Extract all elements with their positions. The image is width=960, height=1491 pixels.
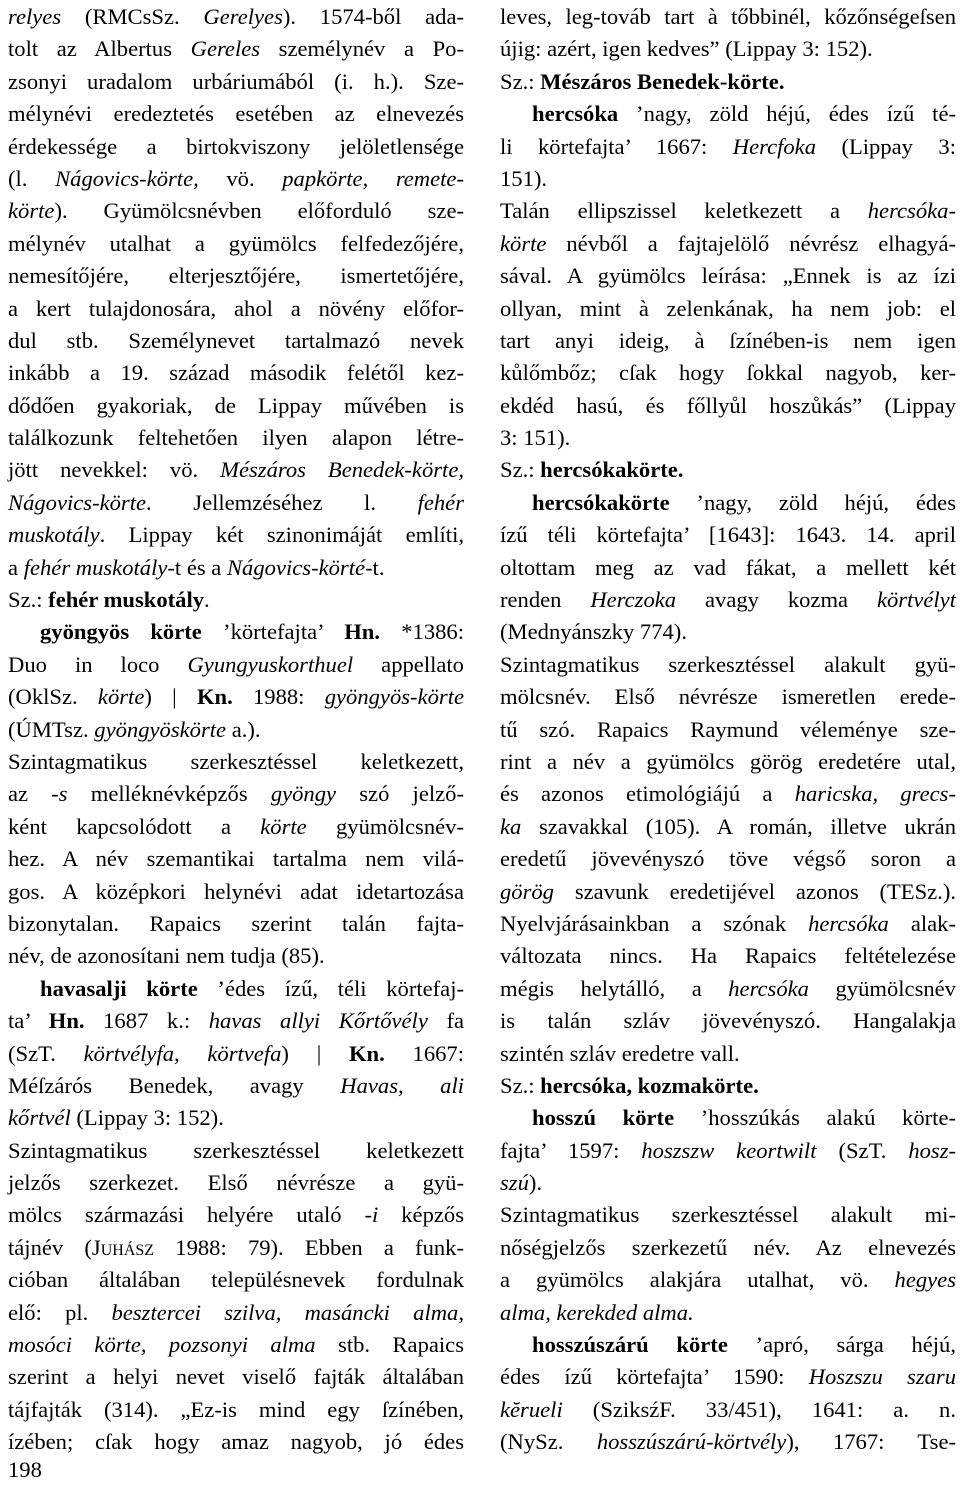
text-line [8, 778, 464, 810]
text-line [500, 811, 956, 843]
text-run: szavunk eredetijével azonos (TESz.). [553, 878, 956, 904]
text-run: Gereles [190, 36, 261, 62]
text-line [500, 293, 956, 325]
text-run: hosszúszárú-körtvély [596, 1429, 787, 1455]
text-run: . [204, 587, 210, 613]
text-run: relyes [8, 4, 62, 29]
text-run: körte [97, 684, 145, 710]
text-run: Kn. [348, 1040, 385, 1066]
text-run: kĕrueli [500, 1396, 563, 1422]
text-run: görög [500, 878, 554, 904]
text-line [8, 1426, 464, 1458]
text-line [8, 33, 464, 65]
text-run: Hn. [48, 1008, 85, 1034]
left-column [8, 0, 464, 1459]
text-run: gyöngyös-körte [324, 684, 464, 710]
text-line [8, 1232, 464, 1264]
text-line [500, 195, 956, 227]
text-line [500, 1426, 956, 1458]
text-run: változata nincs. Ha Rapaics feltételezése [500, 943, 956, 969]
text-run: Hn. [344, 619, 380, 645]
text-run: hoszszw keortwilt [641, 1137, 817, 1163]
text-run: szú [500, 1170, 529, 1196]
text-run: Kn. [196, 684, 233, 710]
text-line [8, 843, 464, 875]
text-line [500, 1361, 956, 1393]
text-run: Nágovics-körte [8, 489, 147, 515]
text-line [8, 908, 464, 940]
text-line [500, 1102, 956, 1134]
text-line [500, 357, 956, 389]
text-line [500, 616, 956, 648]
text-run: tájnév (J [8, 1234, 101, 1260]
text-run: kőrtvél [8, 1105, 71, 1131]
text-run: hercsókakörte [532, 489, 670, 515]
text-run: . Lippay két szinonimáját említi, [99, 522, 464, 548]
text-run: (SziksźF. 33/451), 1641: a. n. [562, 1396, 956, 1422]
text-run: Szintagmatikus szerkesztéssel alakult gyü- [500, 651, 956, 677]
text-run: vö. [198, 165, 283, 191]
text-run: (SzT. [8, 1040, 84, 1066]
text-run: tű szó. Rapaics Raymund véleménye sze- [500, 716, 956, 742]
text-line [8, 1038, 464, 1070]
text-run: fehér muskotály [48, 587, 205, 613]
text-run: ta’ [8, 1008, 49, 1034]
text-run: renden [500, 587, 591, 613]
text-run: az [8, 781, 52, 807]
text-run: Gerelyes [203, 4, 283, 29]
text-line [500, 1, 956, 33]
text-run: 1988: 79). Ebben a funk- [154, 1234, 464, 1260]
text-run: mégis helytálló, a [500, 975, 729, 1001]
text-run: -t és a [167, 554, 227, 580]
text-line [500, 390, 956, 422]
text-line [8, 98, 464, 130]
text-run: -i [364, 1202, 379, 1228]
text-run: 3: 151). [500, 425, 571, 451]
text-line [8, 163, 464, 195]
text-run: (Lippay 3: 152). [70, 1105, 224, 1131]
text-run: rint a név a gyümölcs görög eredetére utal, [500, 748, 956, 774]
text-run: papkörte, remete- [282, 165, 464, 191]
text-line [500, 778, 956, 810]
text-run: hercsóka, kozmakörte. [540, 1072, 759, 1098]
text-run: besztercei szilva, masáncki alma, [111, 1299, 464, 1325]
text-line [8, 1199, 464, 1231]
text-line [8, 260, 464, 292]
text-line [8, 876, 464, 908]
text-run: ). Gyümölcsnévben előforduló sze- [54, 198, 464, 224]
text-run: dődően gyakoriak, de Lippay művében is [8, 392, 464, 418]
text-run: ’édes ízű, téli körtefaj- [197, 975, 465, 1001]
right-column [500, 0, 956, 1459]
text-run: sával. A gyümölcs leírása: „Ennek is az ízi [500, 263, 956, 289]
text-line [8, 1329, 464, 1361]
text-line [8, 1, 464, 33]
text-run: avagy kozma [676, 587, 877, 613]
text-run: Sz.: [500, 1072, 541, 1098]
text-run: (ÚMTsz. [8, 716, 95, 742]
text-line [500, 422, 956, 454]
text-line [8, 681, 464, 713]
text-run: hercsóka [808, 910, 889, 936]
text-line [500, 66, 956, 98]
text-run: ), 1767: Tse- [786, 1429, 956, 1455]
text-line [500, 973, 956, 1005]
text-line [8, 131, 464, 163]
text-run: ’nagy, zöld héjú, édes [669, 489, 956, 515]
text-run: Mészáros Benedek-körte, [220, 457, 464, 483]
text-run: Sz.: [8, 587, 49, 613]
text-line [500, 649, 956, 681]
text-run: Szintagmatikus szerkesztéssel keletkezett [8, 1137, 464, 1163]
text-line [500, 260, 956, 292]
text-line [8, 195, 464, 227]
text-run: név, de azonosítani nem tudja (85). [8, 943, 325, 969]
text-run: Méſzárós Benedek, avagy [8, 1072, 341, 1098]
text-line [500, 843, 956, 875]
text-run: hegyes [894, 1267, 956, 1293]
text-run: Mészáros Benedek-körte. [540, 68, 785, 94]
text-line [500, 584, 956, 616]
text-run: (OklSz. [8, 684, 98, 710]
text-line [8, 552, 464, 584]
text-run: ’hosszúkás alakú körte- [674, 1105, 956, 1131]
text-run: édes ízű körtefajta’ 1590: [500, 1364, 809, 1390]
text-run: fajta’ 1597: [500, 1137, 642, 1163]
text-line [8, 940, 464, 972]
text-run: képzős [378, 1202, 464, 1228]
text-run: a kert tulajdonosára, ahol a növény előfor- [8, 295, 464, 321]
text-run: ollyan, mint à zelenkának, ha nem job: el [500, 295, 956, 321]
text-line [500, 714, 956, 746]
text-run: Gyungyuskorthuel [187, 651, 354, 677]
text-run: -t. [365, 554, 385, 580]
text-run: Szintagmatikus szerkesztéssel keletkezett, [8, 748, 464, 774]
text-run: fa [427, 1008, 464, 1034]
text-line [500, 681, 956, 713]
text-run: a [8, 554, 24, 580]
text-line [8, 390, 464, 422]
text-line [500, 876, 956, 908]
text-line [8, 1297, 464, 1329]
text-run: találkozunk feltehetően ilyen alapon létre- [8, 425, 464, 451]
text-run: tájfajták (314). „Ez-is mind egy ſzínében, [8, 1396, 464, 1422]
text-run: Sz.: [500, 68, 541, 94]
text-run: ). 1574-ből ada- [282, 4, 464, 29]
text-run: szerint a helyi nevet viselő fajták általában [8, 1364, 464, 1390]
text-run: ízű téli körtefajta’ [1643]: 1643. 14. april [500, 522, 956, 548]
text-run: ). [528, 1170, 543, 1196]
text-run: 1687 k.: [84, 1008, 209, 1034]
text-line [8, 973, 464, 1005]
text-run: (NySz. [500, 1429, 597, 1455]
text-line [500, 33, 956, 65]
text-line [500, 940, 956, 972]
text-line [500, 228, 956, 260]
text-run: jelzős szerkezet. Első névrésze a gyü- [8, 1170, 464, 1196]
text-run: (Mednyánszky 774). [500, 619, 687, 645]
text-line [500, 1070, 956, 1102]
text-run: 151). [500, 165, 548, 191]
text-run: stb. Rapaics [315, 1332, 464, 1358]
text-line [500, 908, 956, 940]
text-run: szintén szláv eredetre vall. [500, 1040, 740, 1066]
text-run: mölcsnév. Első névrésze ismeretlen erede- [500, 684, 956, 710]
text-run: kůlőmbőz; cſak hogy ſokkal nagyob, ker- [500, 360, 956, 386]
text-line [500, 552, 956, 584]
text-run: havas allyi Kőrtővély [208, 1008, 428, 1034]
text-run: mosóci körte, pozsonyi alma [8, 1332, 316, 1358]
text-line [8, 1394, 464, 1426]
text-run: tart anyi ideig, à ſzínében-is nem igen [500, 327, 956, 353]
text-line [8, 649, 464, 681]
text-run: Talán ellipszissel keletkezett a [500, 198, 868, 224]
text-run: mölcs származási helyére utaló [8, 1202, 365, 1228]
text-run: ’körtefajta’ [201, 619, 345, 645]
text-run: nemesítőjére, elterjesztőjére, ismertetőjére, [8, 263, 464, 289]
text-run: zsonyi uradalom urbáriumából (i. h.). Sze- [8, 68, 464, 94]
text-line [8, 1264, 464, 1296]
text-run: Nyelvjárásainkban a szónak [500, 910, 809, 936]
text-line [8, 1361, 464, 1393]
text-run: melléknévképzős [67, 781, 271, 807]
text-line [500, 163, 956, 195]
text-line [8, 519, 464, 551]
text-run: inkább a 19. század második felétől kez- [8, 360, 464, 386]
text-run: Hercfoka [732, 133, 816, 159]
text-run: mélynévi eredeztetés esetében az elnevezés [8, 101, 464, 127]
text-run: muskotály [8, 522, 100, 548]
text-run: Havas, ali [340, 1072, 464, 1098]
text-line [500, 746, 956, 778]
text-run: hercsókakörte. [540, 457, 684, 483]
text-run: Herczoka [590, 587, 677, 613]
text-run: oltottam meg az vad fákat, a mellett két [500, 554, 956, 580]
text-line [500, 454, 956, 486]
text-run: uhász [100, 1234, 155, 1260]
text-line [500, 1297, 956, 1329]
text-run: eredetű jövevényszó töve végső soron a [500, 846, 956, 872]
text-line [500, 1232, 956, 1264]
text-run: szavakkal (105). A román, illetve ukrán [521, 813, 956, 839]
text-line [8, 1070, 464, 1102]
text-run: tolt az Albertus [8, 36, 191, 62]
text-run: gyöngyös körte [40, 619, 202, 645]
text-line [8, 454, 464, 486]
text-run: elő: pl. [8, 1299, 112, 1325]
text-run: a gyümölcs alakjára utalhat, vö. [500, 1267, 895, 1293]
text-line [8, 1167, 464, 1199]
text-run: ’apró, sárga héjú, [727, 1332, 956, 1358]
text-run: személynév a Po- [260, 36, 464, 62]
text-run: gyöngyöskörte [94, 716, 227, 742]
text-run: dul stb. Személynevet tartalmazó nevek [8, 327, 464, 353]
text-run: . Jellemzéséhez l. [146, 489, 418, 515]
text-run: appellato [353, 651, 464, 677]
text-run: körtvélyfa, körtvefa [83, 1040, 282, 1066]
text-run: fehér muskotály [23, 554, 168, 580]
text-line [500, 325, 956, 357]
text-run: körte [500, 230, 547, 256]
text-run: névből a fajtajelölő névrész elhagyá- [546, 230, 956, 256]
text-run: ként kapcsolódott a [8, 813, 261, 839]
text-line [500, 1005, 956, 1037]
text-line [500, 1038, 956, 1070]
text-run: újig: azért, igen kedves” (Lippay 3: 152). [500, 36, 873, 62]
text-run: gyümölcsnév- [306, 813, 464, 839]
text-run: gyöngy [270, 781, 337, 807]
text-run: *1386: [380, 619, 464, 645]
text-run: havasalji körte [40, 975, 198, 1001]
text-run: ’nagy, zöld héjú, édes ízű té- [618, 101, 956, 127]
text-run: leves, leg-továb tart à tőbbinél, kőzőnségeſsen [500, 4, 956, 29]
text-line [8, 422, 464, 454]
text-line [8, 1102, 464, 1134]
page-number: 198 [8, 1457, 42, 1482]
text-run: ekdéd hasú, és főllyůl hoszůkás” (Lippay [500, 392, 956, 418]
text-line [8, 616, 464, 648]
text-line [8, 584, 464, 616]
text-line [500, 98, 956, 130]
text-run: szó jelző- [336, 781, 464, 807]
text-run: cióban általában településnevek fordulnak [8, 1267, 464, 1293]
text-line [8, 714, 464, 746]
text-run: ) | [144, 684, 197, 710]
text-line [500, 1135, 956, 1167]
text-run: Szintagmatikus szerkesztéssel alakult mi- [500, 1202, 956, 1228]
text-line [8, 811, 464, 843]
text-run: is talán szláv jövevényszó. Hangalakja [500, 1008, 956, 1034]
text-run: bizonytalan. Rapaics szerint talán fajta- [8, 910, 464, 936]
text-run: Sz.: [500, 457, 541, 483]
text-run: hercsóka [728, 975, 809, 1001]
text-run: ka [500, 813, 522, 839]
text-run: ízében; cſak hogy amaz nagyob, jó édes [8, 1429, 464, 1455]
text-run: li körtefajta’ 1667: [500, 133, 733, 159]
text-line [500, 1199, 956, 1231]
text-run: mélynév utalhat a gyümölcs felfedezőjére, [8, 230, 464, 256]
text-run: hosz- [908, 1137, 957, 1163]
text-run: körte [260, 813, 307, 839]
text-run: hercsóka [532, 101, 619, 127]
text-run: jött nevekkel: vö. [8, 457, 221, 483]
text-run: alma, kerekded alma. [500, 1299, 694, 1325]
text-run: érdekessége a birtokviszony jelöletlensége [8, 133, 464, 159]
text-run: ) | [281, 1040, 349, 1066]
text-line [8, 746, 464, 778]
text-line [8, 325, 464, 357]
text-run: a.). [226, 716, 261, 742]
text-run: hosszúszárú körte [532, 1332, 728, 1358]
text-run: körte [8, 198, 55, 224]
text-line [500, 1167, 956, 1199]
text-run: hercsóka- [867, 198, 956, 224]
text-run: Nágovics-körte, [55, 165, 199, 191]
text-line [500, 519, 956, 551]
text-run: alak- [888, 910, 956, 936]
text-run: (l. [8, 165, 56, 191]
text-run: fehér [417, 489, 464, 515]
text-run: (Lippay 3: [816, 133, 956, 159]
text-line [500, 487, 956, 519]
text-line [500, 131, 956, 163]
text-run: -s [51, 781, 68, 807]
text-run: nőségjelzős szerkezetű név. Az elnevezés [500, 1234, 956, 1260]
text-run: 1667: [384, 1040, 464, 1066]
text-line [8, 487, 464, 519]
text-run: haricska, grecs- [794, 781, 956, 807]
text-run: Nágovics-körté [226, 554, 366, 580]
text-run: körtvélyt [876, 587, 956, 613]
text-run: gyümölcsnév [808, 975, 956, 1001]
text-run: és azonos etimológiájú a [500, 781, 795, 807]
text-run: hosszú körte [532, 1105, 675, 1131]
text-run: (RMCsSz. [61, 4, 204, 29]
text-line [8, 1005, 464, 1037]
text-run: 1988: [232, 684, 325, 710]
text-run: (SzT. [816, 1137, 909, 1163]
text-line [8, 66, 464, 98]
text-run: gos. A középkori helynévi adat idetartozása [8, 878, 464, 904]
text-line [500, 1394, 956, 1426]
text-run: Hoszszu szaru [808, 1364, 957, 1390]
text-line [500, 1264, 956, 1296]
text-line [8, 357, 464, 389]
text-line [8, 228, 464, 260]
text-line [8, 293, 464, 325]
text-run: Duo in loco [8, 651, 188, 677]
text-line [8, 1135, 464, 1167]
text-line [500, 1329, 956, 1361]
text-run: hez. A név szemantikai tartalma nem vilá- [8, 846, 464, 872]
